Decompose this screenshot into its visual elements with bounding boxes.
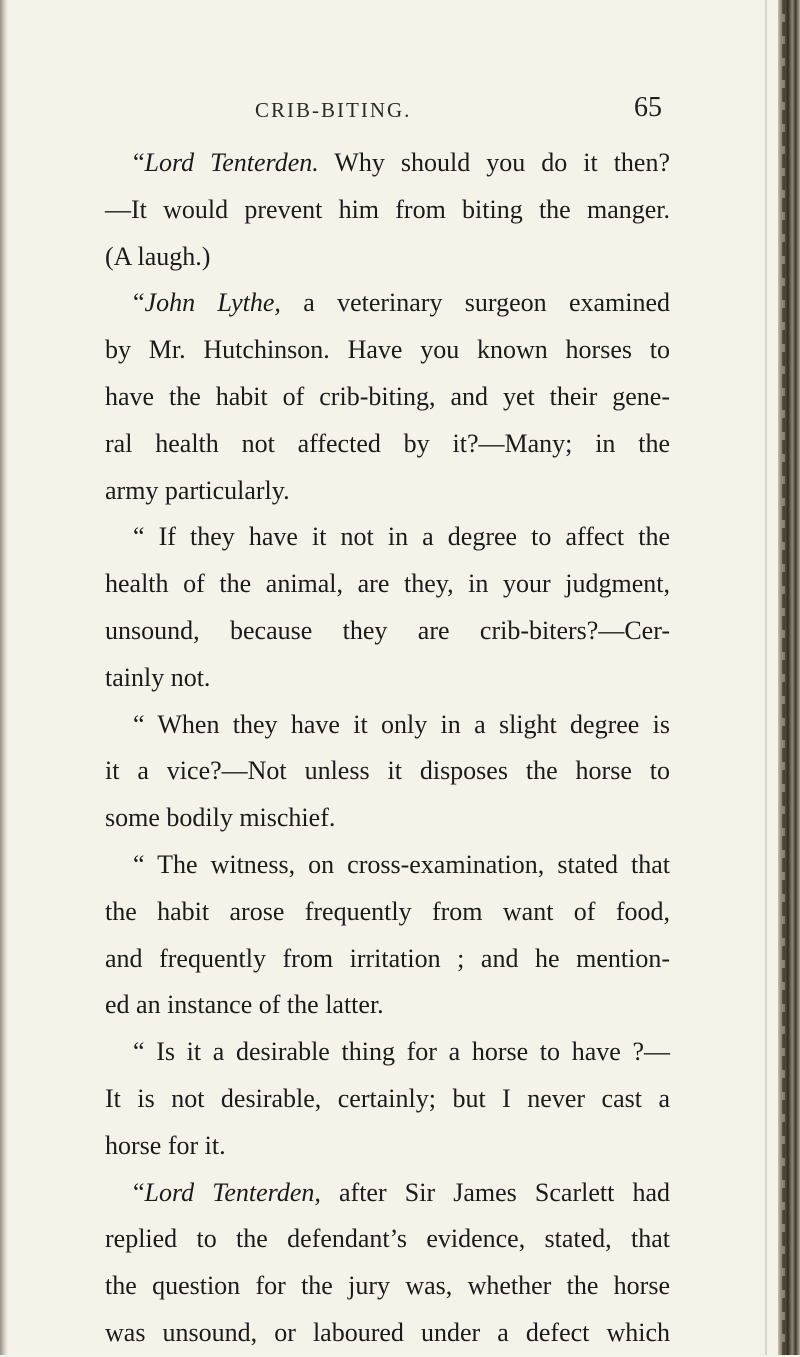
text-line: (A laugh.) bbox=[105, 241, 211, 271]
text-line: “John Lythe, a veterinary surgeon examined bbox=[133, 288, 671, 318]
page-left-shadow bbox=[0, 0, 8, 1355]
page-header bbox=[0, 92, 800, 138]
text-line: have the habit of crib-biting, and yet their gene- bbox=[105, 381, 670, 411]
page-edge bbox=[765, 0, 767, 1355]
text-line: and frequently from irritation ; and he mention- bbox=[105, 943, 670, 973]
text-line: was unsound, or laboured under a defect which bbox=[105, 1317, 670, 1347]
text-line: “Lord Tenterden. Why should you do it then? bbox=[133, 148, 670, 177]
body-text bbox=[105, 140, 670, 1357]
text-line: “ If they have it not in a degree to affect the bbox=[133, 522, 670, 552]
text-line: unsound, because they are crib-biters?—Cer- bbox=[105, 615, 670, 645]
text-line: “ When they have it only in a slight degree is bbox=[133, 709, 670, 739]
text-line: the question for the jury was, whether the horse bbox=[105, 1271, 670, 1301]
text-line: replied to the defendant’s evidence, stated, that bbox=[105, 1224, 670, 1254]
page-number: 65 bbox=[634, 92, 662, 123]
text-line: “ The witness, on cross-examination, stated that bbox=[133, 849, 670, 879]
text-line: army particularly. bbox=[105, 475, 290, 505]
text-line: by Mr. Hutchinson. Have you known horses to bbox=[105, 335, 670, 365]
text-line: tainly not. bbox=[105, 662, 211, 692]
text-line: “Lord Tenterden, after Sir James Scarlett had bbox=[133, 1177, 671, 1207]
text-line: —It would prevent him from biting the manger. bbox=[105, 194, 670, 224]
book-spine bbox=[778, 0, 800, 1355]
text-line: the habit arose frequently from want of food, bbox=[105, 896, 670, 926]
running-title: CRIB-BITING. bbox=[255, 98, 412, 122]
text-line: “ Is it a desirable thing for a horse to have ?— bbox=[133, 1037, 670, 1067]
text-line: horse for it. bbox=[105, 1130, 226, 1160]
text-line: some bodily mischief. bbox=[105, 803, 336, 833]
text-line: health of the animal, are they, in your judgment, bbox=[105, 569, 670, 599]
text-line: it a vice?—Not unless it disposes the horse to bbox=[105, 756, 670, 786]
text-line: ed an instance of the latter. bbox=[105, 990, 384, 1020]
text-line: ral health not affected by it?—Many; in the bbox=[105, 428, 670, 458]
text-line: It is not desirable, certainly; but I never cast a bbox=[105, 1083, 670, 1113]
